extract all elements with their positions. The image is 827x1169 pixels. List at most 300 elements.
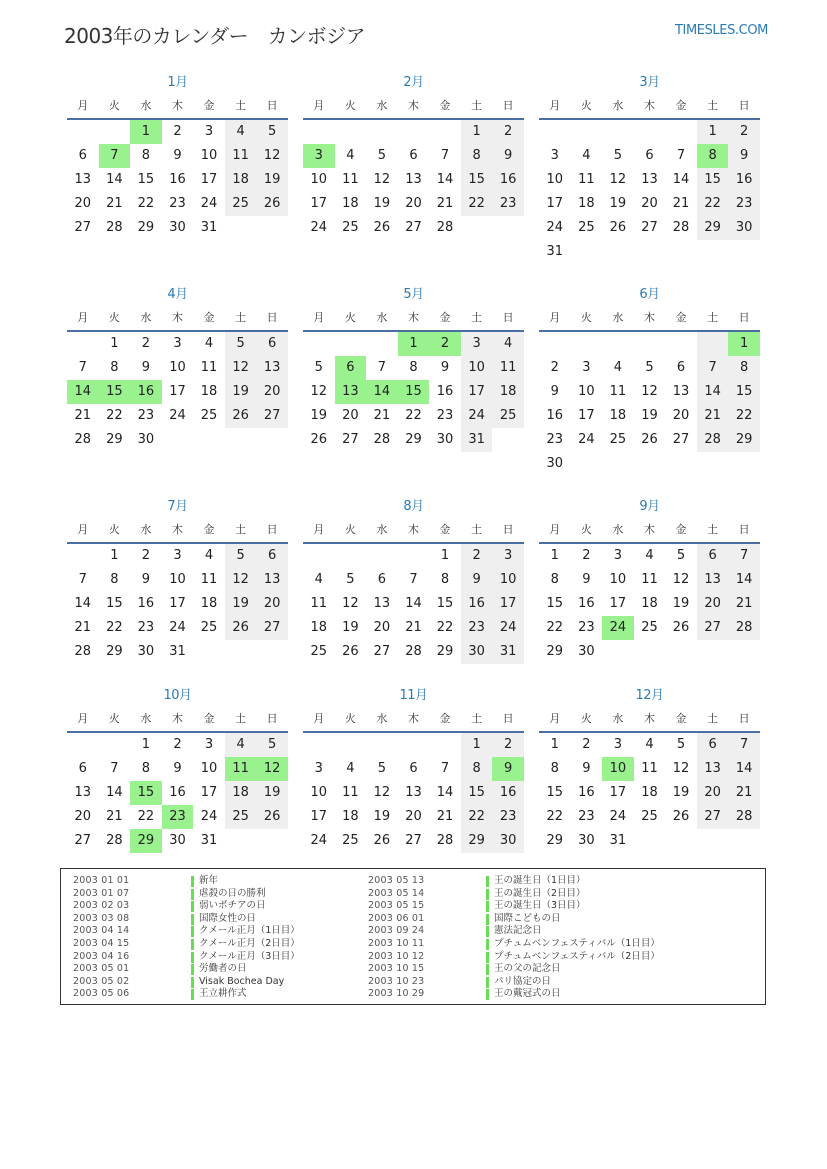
weekday-label: 日 (502, 523, 514, 536)
day-cell: 6 (409, 761, 418, 776)
day-cell: 25 (225, 805, 257, 829)
weekday-label: 日 (266, 311, 278, 324)
weekday-label: 金 (203, 99, 215, 112)
day-cell: 4 (204, 548, 214, 563)
day-cell: 6 (645, 148, 654, 163)
empty-day-cell (303, 544, 335, 568)
weekday-label: 月 (77, 311, 89, 324)
day-cell: 14 (697, 380, 729, 404)
weekday-header (67, 518, 288, 544)
day-cell: 1 (550, 737, 559, 752)
holiday-day-cell: 1 (398, 332, 430, 356)
day-cell: 27 (405, 220, 422, 235)
day-cell: 17 (492, 592, 524, 616)
day-cell: 7 (728, 544, 760, 568)
day-cell: 7 (78, 360, 87, 375)
holiday-row (73, 976, 300, 989)
day-cell: 28 (74, 432, 92, 447)
day-cell: 30 (728, 216, 760, 240)
empty-day-cell (335, 120, 367, 144)
weekday-label: 木 (643, 523, 655, 536)
day-cell: 6 (377, 572, 387, 587)
day-cell: 2 (492, 733, 524, 757)
holiday-day-cell: 12 (256, 757, 288, 781)
day-cell: 13 (405, 785, 422, 800)
holiday-name: 王の誕生日（1日目） (494, 875, 586, 886)
day-cell: 12 (310, 384, 328, 399)
weekday-label: 月 (313, 523, 325, 536)
holiday-row (368, 951, 660, 964)
day-cell: 27 (74, 833, 92, 848)
weekday-label: 水 (140, 523, 152, 536)
day-cell: 5 (377, 148, 387, 163)
day-cell: 7 (377, 360, 387, 375)
day-cell: 26 (342, 644, 359, 659)
empty-day-cell (429, 120, 461, 144)
weekday-label: 火 (108, 712, 120, 725)
empty-day-cell (366, 332, 398, 356)
holiday-marker (191, 914, 194, 925)
weekday-label: 水 (612, 712, 624, 725)
day-cell: 20 (405, 809, 422, 824)
day-cell: 12 (225, 356, 257, 380)
weekday-label: 木 (171, 311, 183, 324)
month-name: 9月 (639, 499, 660, 514)
day-cell: 20 (74, 809, 92, 824)
day-cell: 12 (225, 568, 257, 592)
day-cell: 19 (310, 408, 328, 423)
day-cell: 28 (672, 220, 690, 235)
day-cell: 6 (676, 360, 686, 375)
day-cell: 17 (200, 172, 218, 187)
day-cell: 8 (550, 572, 559, 587)
day-grid (67, 120, 288, 240)
day-cell: 21 (405, 620, 422, 635)
day-cell: 22 (461, 192, 493, 216)
day-cell: 4 (314, 572, 323, 587)
weekday-label: 月 (77, 523, 89, 536)
holiday-row (368, 925, 660, 938)
day-cell: 5 (676, 548, 686, 563)
holiday-date: 2003 05 06 (73, 988, 130, 1000)
day-cell: 5 (225, 332, 257, 356)
holiday-name: 新年 (199, 875, 219, 886)
empty-day-cell (67, 733, 99, 757)
empty-day-cell (665, 120, 697, 144)
day-cell: 7 (440, 148, 450, 163)
day-cell: 11 (641, 572, 658, 587)
empty-day-cell (634, 120, 666, 144)
empty-day-cell (67, 332, 99, 356)
day-cell: 19 (373, 809, 391, 824)
empty-day-cell (539, 332, 571, 356)
weekday-label: 土 (235, 712, 247, 725)
empty-day-cell (99, 120, 131, 144)
day-cell: 26 (641, 432, 658, 447)
day-cell: 18 (641, 596, 658, 611)
day-cell: 17 (546, 196, 564, 211)
day-cell: 19 (256, 168, 288, 192)
weekday-label: 火 (580, 523, 592, 536)
day-cell: 17 (169, 596, 186, 611)
weekday-label: 土 (235, 523, 247, 536)
day-cell: 8 (461, 144, 493, 168)
day-cell: 23 (578, 809, 595, 824)
holiday-marker (191, 952, 194, 963)
weekday-label: 土 (235, 99, 247, 112)
holiday-date: 2003 05 13 (368, 875, 425, 886)
holiday-marker (486, 876, 489, 887)
day-cell: 4 (225, 120, 257, 144)
empty-day-cell (602, 120, 634, 144)
day-cell: 29 (106, 432, 123, 447)
weekday-label: 水 (140, 99, 152, 112)
empty-day-cell (303, 733, 335, 757)
day-cell: 11 (310, 596, 328, 611)
day-cell: 17 (200, 785, 218, 800)
day-cell: 18 (492, 380, 524, 404)
weekday-label: 土 (471, 523, 483, 536)
day-cell: 8 (141, 761, 151, 776)
day-cell: 8 (550, 761, 559, 776)
holiday-marker (486, 964, 489, 975)
holiday-day-cell: 15 (398, 380, 430, 404)
day-cell: 6 (78, 148, 87, 163)
holiday-name: 労働者の日 (199, 963, 247, 975)
weekday-label: 水 (376, 712, 388, 725)
day-cell: 30 (169, 833, 186, 848)
day-cell: 26 (256, 192, 288, 216)
weekday-label: 木 (407, 99, 419, 112)
empty-day-cell (366, 120, 398, 144)
day-grid (539, 544, 760, 664)
day-cell: 24 (169, 408, 186, 423)
weekday-label: 月 (313, 99, 325, 112)
holiday-name: クメール正月（1日目） (199, 925, 300, 937)
day-cell: 28 (373, 432, 391, 447)
day-grid (303, 733, 524, 853)
day-cell: 29 (405, 432, 422, 447)
day-cell: 13 (256, 568, 288, 592)
day-cell: 28 (74, 644, 92, 659)
holiday-name: 憲法記念日 (494, 925, 542, 937)
day-cell: 16 (492, 168, 524, 192)
holiday-date: 2003 02 03 (73, 900, 130, 912)
day-cell: 27 (405, 833, 422, 848)
day-cell: 18 (200, 596, 218, 611)
day-cell: 23 (728, 192, 760, 216)
holiday-marker (486, 889, 489, 900)
day-cell: 10 (310, 172, 328, 187)
day-cell: 16 (169, 785, 186, 800)
weekday-label: 火 (344, 523, 356, 536)
day-cell: 21 (106, 196, 123, 211)
month-block (67, 685, 288, 853)
day-cell: 28 (436, 220, 454, 235)
day-cell: 9 (550, 384, 559, 399)
day-cell: 9 (582, 761, 591, 776)
day-cell: 25 (200, 408, 218, 423)
day-cell: 20 (74, 196, 92, 211)
day-cell: 13 (697, 757, 729, 781)
month-block (67, 72, 288, 240)
day-cell: 4 (613, 360, 623, 375)
holiday-marker (486, 989, 489, 1000)
day-cell: 28 (405, 644, 422, 659)
day-cell: 28 (728, 616, 760, 640)
holiday-row (73, 951, 300, 964)
holiday-name: 国際こどもの日 (494, 912, 561, 924)
day-cell: 19 (225, 592, 257, 616)
holiday-date: 2003 10 11 (368, 937, 425, 949)
day-cell: 17 (578, 408, 595, 423)
empty-day-cell (335, 733, 367, 757)
day-cell: 23 (492, 192, 524, 216)
day-cell: 30 (436, 432, 454, 447)
month-name: 5月 (403, 287, 424, 302)
day-cell: 16 (461, 592, 493, 616)
weekday-label: 水 (376, 311, 388, 324)
day-cell: 27 (641, 220, 658, 235)
day-cell: 4 (582, 148, 591, 163)
day-cell: 9 (492, 144, 524, 168)
day-cell: 6 (256, 332, 288, 356)
weekday-header (539, 707, 760, 733)
day-cell: 2 (582, 548, 591, 563)
holiday-marker (191, 989, 194, 1000)
day-cell: 25 (609, 432, 627, 447)
day-cell: 5 (346, 572, 355, 587)
day-cell: 3 (173, 336, 182, 351)
holiday-date: 2003 01 07 (73, 887, 130, 899)
day-cell: 2 (173, 737, 182, 752)
holiday-name: パリ協定の日 (494, 975, 552, 987)
holiday-row (73, 900, 300, 913)
day-cell: 20 (256, 380, 288, 404)
empty-day-cell (602, 332, 634, 356)
day-cell: 16 (728, 168, 760, 192)
empty-day-cell (366, 544, 398, 568)
day-cell: 21 (697, 404, 729, 428)
day-cell: 24 (200, 196, 218, 211)
day-cell: 19 (672, 785, 690, 800)
day-grid (303, 332, 524, 452)
day-cell: 15 (106, 596, 123, 611)
weekday-label: 日 (266, 523, 278, 536)
day-cell: 22 (137, 196, 155, 211)
day-cell: 23 (436, 408, 454, 423)
weekday-label: 金 (675, 311, 687, 324)
weekday-header (539, 518, 760, 544)
day-cell: 26 (672, 620, 690, 635)
day-cell: 7 (409, 572, 418, 587)
day-cell: 10 (169, 572, 186, 587)
holiday-date: 2003 04 15 (73, 937, 130, 949)
day-cell: 5 (256, 120, 288, 144)
day-cell: 2 (461, 544, 493, 568)
day-cell: 9 (173, 148, 182, 163)
weekday-label: 水 (612, 311, 624, 324)
day-cell: 22 (436, 620, 454, 635)
weekday-label: 金 (439, 311, 451, 324)
weekday-label: 水 (376, 523, 388, 536)
day-cell: 16 (137, 596, 155, 611)
holiday-day-cell: 6 (335, 356, 367, 380)
day-cell: 15 (461, 781, 493, 805)
day-cell: 3 (582, 360, 591, 375)
day-cell: 9 (141, 360, 151, 375)
day-cell: 10 (461, 356, 493, 380)
day-cell: 4 (492, 332, 524, 356)
day-cell: 18 (200, 384, 218, 399)
day-cell: 3 (550, 148, 559, 163)
day-cell: 21 (728, 781, 760, 805)
weekday-label: 水 (140, 712, 152, 725)
day-cell: 20 (641, 196, 658, 211)
day-cell: 27 (256, 616, 288, 640)
weekday-label: 土 (235, 311, 247, 324)
holiday-marker (191, 889, 194, 900)
day-cell: 2 (492, 120, 524, 144)
holiday-row (73, 875, 300, 888)
day-cell: 20 (342, 408, 359, 423)
weekday-label: 水 (376, 99, 388, 112)
weekday-label: 土 (707, 99, 719, 112)
weekday-label: 日 (502, 311, 514, 324)
day-cell: 14 (106, 785, 123, 800)
weekday-label: 木 (171, 523, 183, 536)
day-cell: 31 (546, 244, 564, 259)
holiday-row (368, 888, 660, 901)
day-cell: 30 (492, 829, 524, 853)
day-cell: 10 (578, 384, 595, 399)
weekday-label: 日 (738, 523, 750, 536)
site-logo[interactable]: TIMESLES.COM (674, 23, 768, 38)
month-name: 11月 (399, 688, 428, 703)
weekday-label: 金 (439, 99, 451, 112)
day-cell: 15 (137, 172, 155, 187)
day-cell: 25 (492, 404, 524, 428)
day-cell: 3 (492, 544, 524, 568)
month-name: 1月 (167, 75, 188, 90)
holiday-day-cell: 2 (429, 332, 461, 356)
holiday-row (368, 875, 660, 888)
day-cell: 8 (461, 757, 493, 781)
day-cell: 18 (641, 785, 658, 800)
weekday-label: 月 (549, 523, 561, 536)
day-cell: 26 (310, 432, 328, 447)
holiday-day-cell: 1 (130, 120, 162, 144)
day-cell: 3 (461, 332, 493, 356)
day-cell: 19 (373, 196, 391, 211)
day-cell: 29 (546, 833, 564, 848)
day-cell: 1 (550, 548, 559, 563)
month-block (67, 496, 288, 664)
day-cell: 13 (697, 568, 729, 592)
holiday-name: プチュムベンフェスティバル（2日目） (494, 950, 660, 962)
holiday-day-cell: 14 (67, 380, 99, 404)
day-cell: 11 (609, 384, 627, 399)
weekday-label: 木 (171, 99, 183, 112)
day-cell: 26 (225, 404, 257, 428)
day-cell: 13 (641, 172, 658, 187)
weekday-label: 月 (313, 712, 325, 725)
day-cell: 26 (672, 809, 690, 824)
holiday-date: 2003 04 16 (73, 950, 130, 962)
day-cell: 22 (728, 404, 760, 428)
day-cell: 15 (728, 380, 760, 404)
day-cell: 2 (173, 124, 182, 139)
day-cell: 7 (440, 761, 450, 776)
weekday-header (303, 707, 524, 733)
holiday-day-cell: 15 (130, 781, 162, 805)
day-cell: 29 (436, 644, 454, 659)
day-cell: 12 (373, 172, 391, 187)
day-cell: 3 (613, 737, 623, 752)
day-cell: 5 (256, 733, 288, 757)
weekday-label: 月 (549, 311, 561, 324)
weekday-header (539, 94, 760, 120)
day-cell: 28 (697, 428, 729, 452)
day-cell: 2 (550, 360, 559, 375)
day-cell: 2 (582, 737, 591, 752)
day-cell: 30 (578, 833, 595, 848)
day-cell: 9 (582, 572, 591, 587)
holiday-date: 2003 10 29 (368, 988, 425, 1000)
day-cell: 1 (461, 120, 493, 144)
day-cell: 3 (173, 548, 182, 563)
empty-day-cell (697, 332, 729, 356)
day-cell: 9 (141, 572, 151, 587)
day-cell: 18 (225, 781, 257, 805)
month-name: 6月 (639, 287, 660, 302)
day-cell: 29 (106, 644, 123, 659)
day-cell: 23 (546, 432, 564, 447)
weekday-label: 木 (643, 712, 655, 725)
day-cell: 19 (342, 620, 359, 635)
weekday-label: 土 (707, 311, 719, 324)
day-cell: 17 (461, 380, 493, 404)
day-cell: 29 (697, 216, 729, 240)
day-cell: 19 (609, 196, 627, 211)
day-grid (67, 733, 288, 853)
day-cell: 18 (310, 620, 328, 635)
day-cell: 25 (342, 220, 359, 235)
day-cell: 20 (373, 620, 391, 635)
weekday-label: 日 (502, 99, 514, 112)
day-cell: 14 (436, 172, 454, 187)
day-cell: 2 (141, 548, 151, 563)
day-cell: 10 (310, 785, 328, 800)
day-cell: 11 (342, 172, 359, 187)
day-cell: 14 (728, 757, 760, 781)
day-cell: 27 (672, 432, 690, 447)
day-cell: 31 (169, 644, 186, 659)
day-cell: 14 (436, 785, 454, 800)
holiday-date: 2003 06 01 (368, 912, 425, 924)
weekday-header (303, 94, 524, 120)
day-cell: 28 (728, 805, 760, 829)
weekday-label: 火 (108, 523, 120, 536)
day-cell: 13 (74, 785, 92, 800)
day-cell: 21 (74, 408, 92, 423)
day-cell: 24 (310, 833, 328, 848)
day-cell: 5 (645, 360, 654, 375)
day-cell: 27 (373, 644, 391, 659)
day-cell: 31 (200, 220, 218, 235)
weekday-label: 木 (407, 311, 419, 324)
day-cell: 12 (672, 572, 690, 587)
